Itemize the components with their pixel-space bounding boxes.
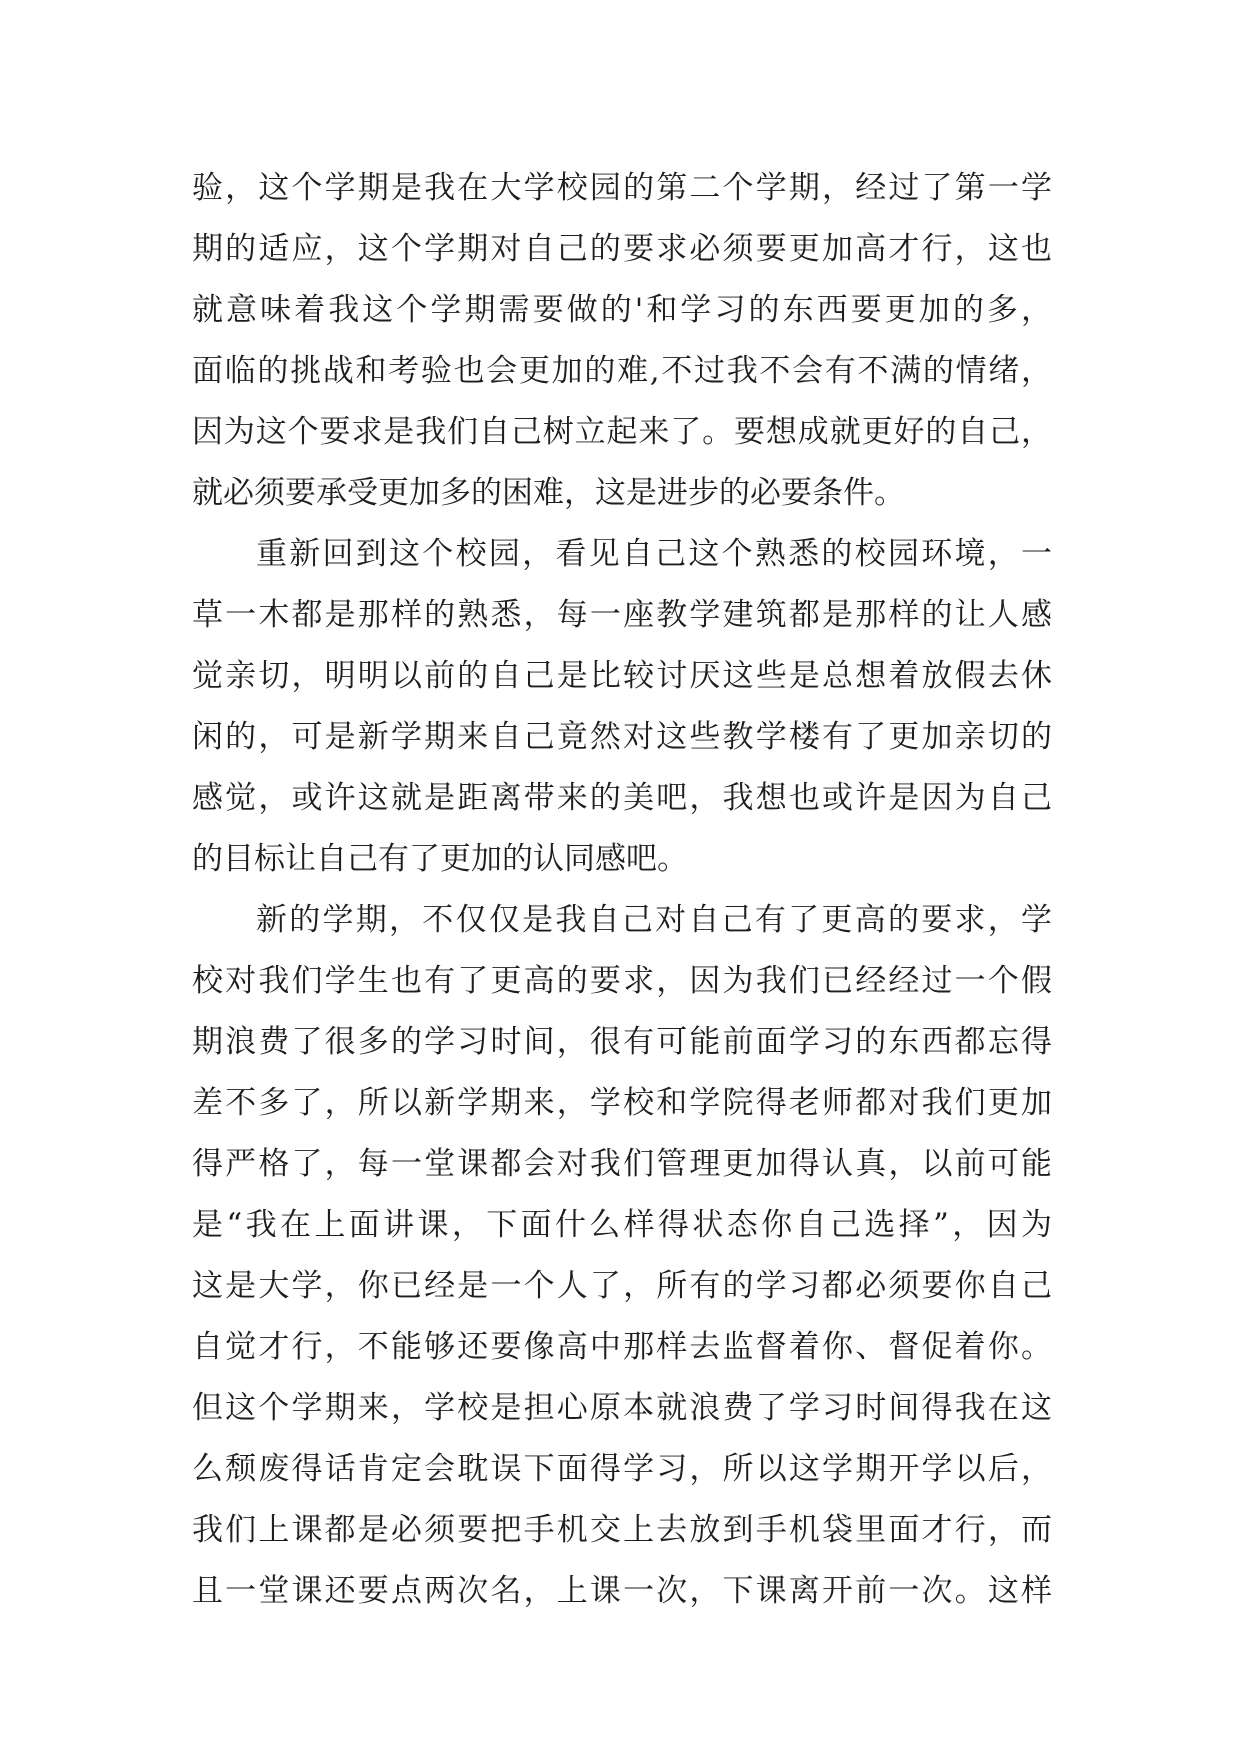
text-line: 的目标让自己有了更加的认同感吧。: [192, 841, 688, 877]
text-line: 自觉才行，不能够还要像高中那样去监督着你、督促着你。: [192, 1329, 1052, 1365]
paragraph-3: [192, 890, 1052, 1622]
text-line: 因为这个要求是我们自己树立起来了。要想成就更好的自己，: [192, 414, 1052, 450]
text-line: 就意味着我这个学期需要做的'和学习的东西要更加的多，: [192, 292, 1052, 328]
text-line: 得严格了，每一堂课都会对我们管理更加得认真，以前可能: [192, 1146, 1052, 1182]
text-line: 我们上课都是必须要把手机交上去放到手机袋里面才行，而: [192, 1512, 1052, 1548]
text-line: 校对我们学生也有了更高的要求，因为我们已经经过一个假: [192, 963, 1052, 999]
text-line: 且一堂课还要点两次名，上课一次，下课离开前一次。这样: [192, 1573, 1052, 1609]
text-line: 期的适应，这个学期对自己的要求必须要更加高才行，这也: [192, 231, 1052, 267]
paragraph-2: [192, 524, 1052, 890]
text-line: 觉亲切，明明以前的自己是比较讨厌这些是总想着放假去休: [192, 658, 1052, 694]
text-line: 差不多了，所以新学期来，学校和学院得老师都对我们更加: [192, 1085, 1052, 1121]
text-line: 重新回到这个校园，看见自己这个熟悉的校园环境，一: [256, 536, 1052, 572]
text-line: 是“我在上面讲课，下面什么样得状态你自己选择”，因为: [192, 1207, 1052, 1243]
text-line: 感觉，或许这就是距离带来的美吧，我想也或许是因为自己: [192, 780, 1052, 816]
text-line: 期浪费了很多的学习时间，很有可能前面学习的东西都忘得: [192, 1024, 1052, 1060]
text-line: 验，这个学期是我在大学校园的第二个学期，经过了第一学: [192, 170, 1052, 206]
text-line: 这是大学，你已经是一个人了，所有的学习都必须要你自己: [192, 1268, 1052, 1304]
text-line: 么颓废得话肯定会耽误下面得学习，所以这学期开学以后，: [192, 1451, 1052, 1487]
text-line: 新的学期，不仅仅是我自己对自己有了更高的要求，学: [256, 902, 1052, 938]
text-line: 就必须要承受更加多的困难，这是进步的必要条件。: [192, 475, 905, 511]
document-body: [192, 158, 1052, 1622]
paragraph-1: [192, 158, 1052, 524]
text-line: 草一木都是那样的熟悉，每一座教学建筑都是那样的让人感: [192, 597, 1052, 633]
text-line: 但这个学期来，学校是担心原本就浪费了学习时间得我在这: [192, 1390, 1052, 1426]
text-line: 面临的挑战和考验也会更加的难,不过我不会有不满的情绪，: [192, 353, 1052, 389]
text-line: 闲的，可是新学期来自己竟然对这些教学楼有了更加亲切的: [192, 719, 1052, 755]
